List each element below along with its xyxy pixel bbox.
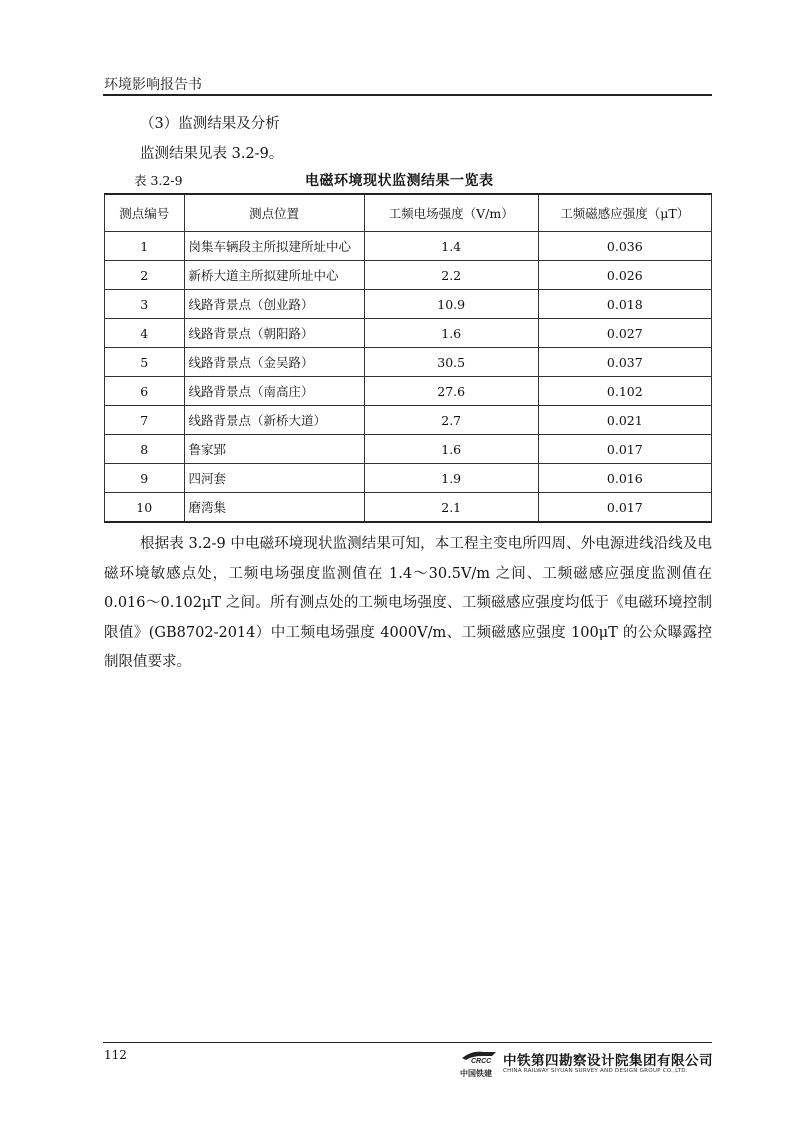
- section-heading: （3）监测结果及分析: [140, 116, 280, 132]
- cell-b-field: 0.027: [538, 319, 711, 348]
- cell-id: 8: [105, 435, 185, 464]
- cell-b-field: 0.016: [538, 464, 711, 493]
- intro-text: 监测结果见表 3.2-9。: [140, 146, 284, 162]
- table-row: [105, 290, 712, 319]
- table-header-row: [105, 194, 712, 232]
- table-row: [105, 377, 712, 406]
- footer-divider: [103, 1042, 712, 1043]
- cell-location: 岗集车辆段主所拟建所址中心: [184, 232, 364, 261]
- cell-e-field: 2.1: [364, 493, 538, 523]
- table-row: [105, 261, 712, 290]
- cell-id: 6: [105, 377, 185, 406]
- column-header-location: 测点位置: [184, 194, 364, 232]
- table-row: [105, 319, 712, 348]
- table-row: [105, 493, 712, 523]
- table-row: [105, 348, 712, 377]
- analysis-paragraph: 根据表 3.2-9 中电磁环境现状监测结果可知，本工程主变电所四周、外电源进线沿线及电磁环境敏感点处，工频电场强度监测值在 1.4～30.5V/m 之间、工频磁感应强度监测值在 0.016～0.102μT 之间。所有测点处的工频电场强度、工频磁感应强度均低于《电磁环境控制限值》(GB8702-2014）中工频电场强度 4000V/m、工频磁感应强度 100μT 的公众曝露控制限值要求。: [104, 536, 712, 670]
- column-header-b-field: 工频磁感应强度（μT）: [538, 194, 711, 232]
- cell-id: 10: [105, 493, 185, 523]
- cell-location: 四河套: [184, 464, 364, 493]
- cell-location: 线路背景点（金吴路）: [184, 348, 364, 377]
- cell-b-field: 0.021: [538, 406, 711, 435]
- logo-caption: 中国铁建: [460, 1069, 492, 1078]
- cell-location: 新桥大道主所拟建所址中心: [184, 261, 364, 290]
- column-header-e-field: 工频电场强度（V/m）: [364, 194, 538, 232]
- company-name: 中铁第四勘察设计院集团有限公司: [503, 1053, 713, 1069]
- table-row: [105, 406, 712, 435]
- cell-id: 7: [105, 406, 185, 435]
- page-header-title: 环境影响报告书: [104, 77, 202, 93]
- cell-id: 9: [105, 464, 185, 493]
- table-title: 电磁环境现状监测结果一览表: [305, 173, 494, 189]
- cell-e-field: 1.6: [364, 319, 538, 348]
- logo-text: CRCC: [471, 1058, 492, 1065]
- table-number: 表 3.2-9: [134, 173, 183, 188]
- company-english-name: CHINA RAILWAY SIYUAN SURVEY AND DESIGN GROUP CO.,LTD.: [503, 1068, 688, 1074]
- cell-id: 3: [105, 290, 185, 319]
- cell-e-field: 2.2: [364, 261, 538, 290]
- cell-e-field: 1.4: [364, 232, 538, 261]
- cell-b-field: 0.018: [538, 290, 711, 319]
- cell-location: 线路背景点（朝阳路）: [184, 319, 364, 348]
- cell-b-field: 0.036: [538, 232, 711, 261]
- cell-b-field: 0.017: [538, 435, 711, 464]
- cell-location: 线路背景点（新桥大道）: [184, 406, 364, 435]
- cell-e-field: 30.5: [364, 348, 538, 377]
- page-number: 112: [104, 1048, 127, 1062]
- monitoring-results-table: [104, 193, 712, 523]
- cell-location: 线路背景点（南高庄）: [184, 377, 364, 406]
- cell-e-field: 10.9: [364, 290, 538, 319]
- cell-b-field: 0.026: [538, 261, 711, 290]
- cell-id: 2: [105, 261, 185, 290]
- table-row: [105, 232, 712, 261]
- table-row: [105, 435, 712, 464]
- cell-id: 5: [105, 348, 185, 377]
- cell-b-field: 0.102: [538, 377, 711, 406]
- header-divider: [103, 94, 712, 96]
- cell-b-field: 0.037: [538, 348, 711, 377]
- table-caption: [104, 170, 712, 188]
- cell-location: 线路背景点（创业路）: [184, 290, 364, 319]
- cell-e-field: 1.9: [364, 464, 538, 493]
- cell-location: 磨湾集: [184, 493, 364, 523]
- cell-b-field: 0.017: [538, 493, 711, 523]
- cell-e-field: 27.6: [364, 377, 538, 406]
- cell-e-field: 2.7: [364, 406, 538, 435]
- cell-e-field: 1.6: [364, 435, 538, 464]
- cell-id: 4: [105, 319, 185, 348]
- column-header-id: 测点编号: [105, 194, 185, 232]
- cell-id: 1: [105, 232, 185, 261]
- cell-location: 鲁家郢: [184, 435, 364, 464]
- table-row: [105, 464, 712, 493]
